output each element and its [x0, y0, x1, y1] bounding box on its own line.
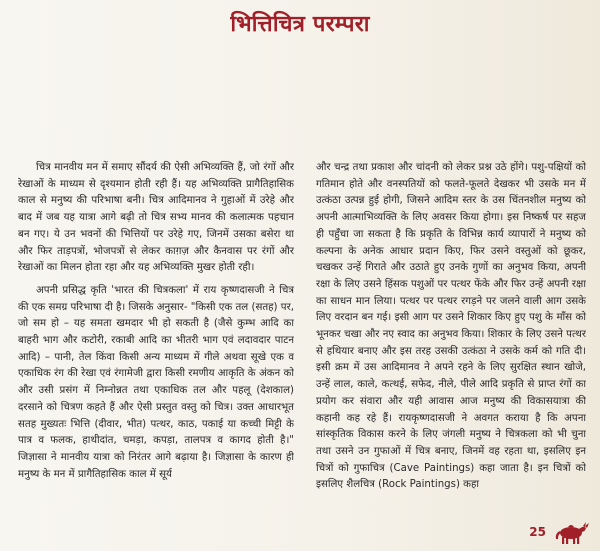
page-footer: [529, 519, 590, 545]
page-number: 25: [529, 525, 546, 539]
right-column: [316, 160, 586, 518]
left-column: [18, 160, 294, 545]
paragraph: चित्र मानवीय मन में समाए सौंदर्य की ऐसी अभिव्यक्ति हैं, जो रंगों और रेखाओं के माध्यम से दृश्यमान होती रही हैं। यह अभिव्यक्ति प्रागैतिहासिक काल से मनुष्य की परिभाषा बनी। चित्र आदिमानव ने गुहाओं में उरेहे और बाद में जब यह यात्रा आगे बढ़ी तो चित्र सभ्य मानव की कलात्मक पहचान बन गए। ये उन भवनों की भित्तियों पर उरेहे गए, जिनमें उसका बसेरा था और फिर ताड़पत्रों, भोजपत्रों से लेकर काग़ज़ और कैनवास पर रंगों और रेखाओं का मिलन होता रहा और यह अभिव्यक्ति मुखर होती रही।: [18, 162, 294, 274]
paragraph: अपनी प्रसिद्ध कृति 'भारत की चित्रकला' में राय कृष्णदासजी ने चित्र की एक समग्र परिभाषा दी है। जिसके अनुसार- "किसी एक तल (सतह) पर, जो सम हो – यह समता खमदार भी हो सकती है (जैसे कुम्भ आदि का बाहरी भाग और कटोरी, रकाबी आदि का भीतरी भाग एवं लदावदार पाटन आदि) – पानी, तेल किंवा किसी अन्य माध्यम में गीले अथवा सूखे एक व एकाधिक रंग की रेखा एवं रंगामेजी द्वारा किसी रमणीय आकृति के अंकन को और उसी प्रसंग में निम्नोन्नत तथा एकाधिक तल और पहलू (देशकाल) दरसाने को चित्रण कहते हैं और ऐसी प्रस्तुत वस्तु को चित्र। उक्त आधारभूत सतह मुख्यतः भित्ति (दीवार, भीत) पत्थर, काठ, पकाई या कच्ची मिट्टी के पात्र व फलक, हाथीदांत, चमड़ा, कपड़ा, तालपत्र व कागद होती है।" जिज्ञासा ने मानवीय यात्रा को निरंतर आगे बढ़ाया है। जिज्ञासा के कारण ही मनुष्य के मन में प्रागैतिहासिक काल में सूर्य: [18, 284, 294, 480]
bull-emblem-icon: [552, 519, 590, 545]
paragraph: और चन्द्र तथा प्रकाश और चांदनी को लेकर प्रश्न उठे होंगे। पशु-पक्षियों को गतिमान होते और वनस्पतियों को फलते-फूलते देखकर भी उसके मन में उत्कंठा उत्पन्न हुई होगी, जिसने आदिम स्तर के उस चिंतनशील मनुष्य को अपनी आत्माभिव्यक्ति के लिए अवसर किया होगा। इस निष्कर्ष पर सहज ही पहुँचा जा सकता है कि प्रकृति के विभिन्न कार्य व्यापारों ने मनुष्य को कल्पना के अनेक आधार प्रदान किए, फिर उसने वस्तुओं को छूकर, चखकर उन्हें गिराते और उठाते हुए उनके गुणों का अनुभव किया, अपनी रक्षा के लिए उसने हिंसक पशुओं पर पत्थर फेंके और फिर उन्हें अपनी रक्षा का साधन मान लिया। पत्थर पर पत्थर रगड़ने पर जलने वाली आग उसके लिए वरदान बन गई। इसी आग पर उसने शिकार किए हुए पशु के माँस को भूनकर चखा और नए स्वाद का अनुभव किया। शिकार के लिए उसने पत्थर से हथियार बनाए और इस तरह उसकी उत्कंठा ने उसके कर्म को गति दी। इसी क्रम में उस आदिमानव ने अपने रहने के लिए सुरक्षित स्थान खोजे, उन्हें लाल, काले, कत्थई, सफेद, नीले, पीले आदि प्रकृति से प्राप्त रंगों का प्रयोग कर संवारा और यही आवास आज मनुष्य की विकासयात्रा की कहानी कह रहे हैं। रायकृष्णदासजी ने अवगत कराया है कि अपना सांस्कृतिक विकास करने के लिए जंगली मनुष्य ने चित्रकला को भी चुना तथा उसने उन गुफाओं में चित्र बनाए, जिनमें वह रहता था, इसलिए इन चित्रों को गुफाचित्र (Cave Paintings) कहा जाता है। इन चित्रों को इसलिए शैलचित्र (Rock Paintings) कहा: [316, 162, 586, 491]
page-title: भित्तिचित्र परम्परा: [230, 12, 370, 37]
